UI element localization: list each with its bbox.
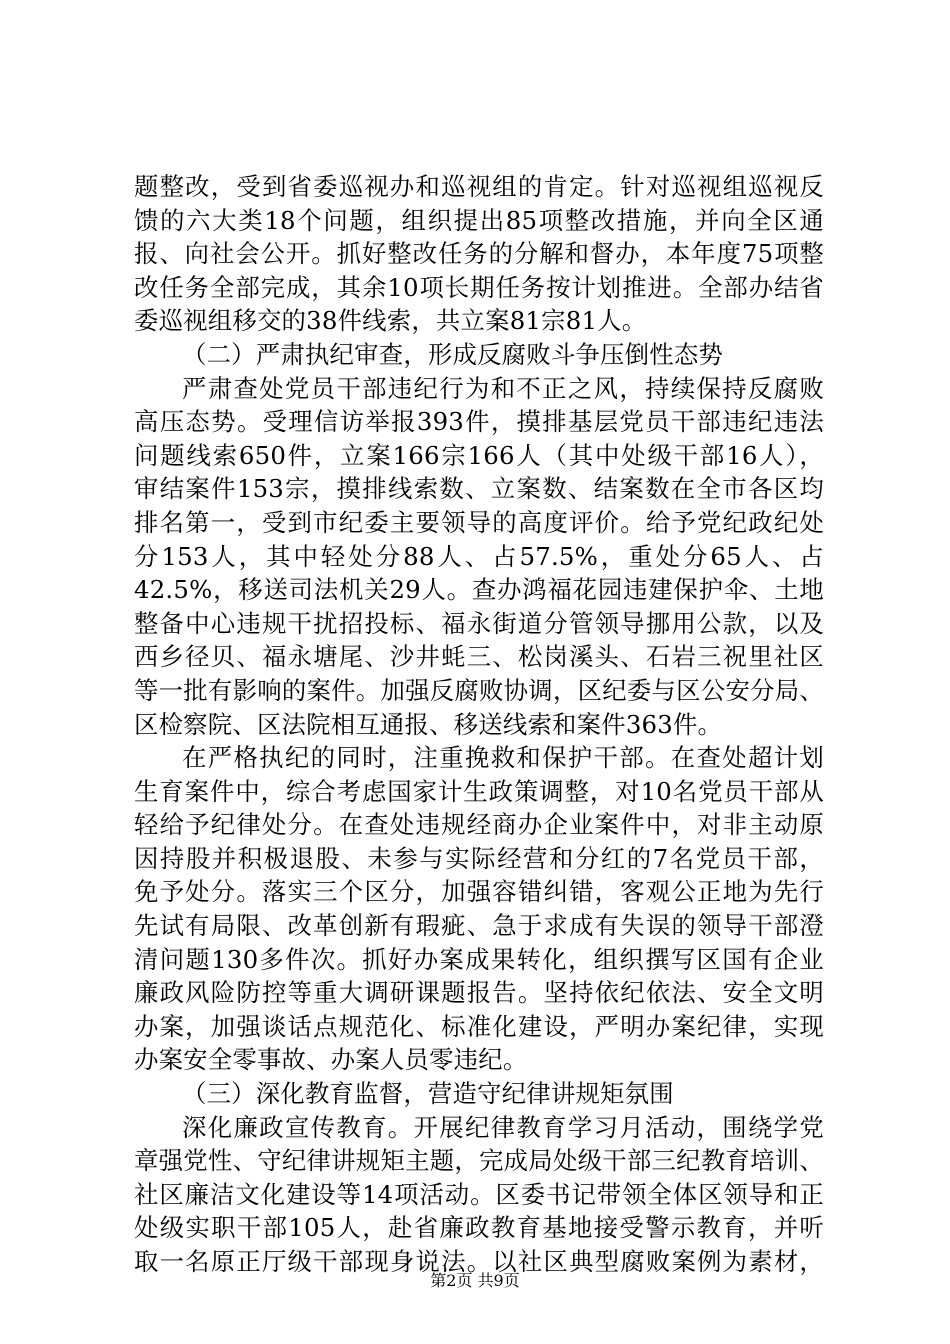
text-line: 因持股并积极退股、未参与实际经营和分红的7名党员干部， bbox=[134, 843, 824, 873]
text-line: 分153人，其中轻处分88人、占57.5%，重处分65人、占 bbox=[134, 541, 824, 571]
document-body bbox=[134, 170, 824, 1279]
text-line: 等一批有影响的案件。加强反腐败协调，区纪委与区公安分局、 bbox=[134, 675, 824, 705]
text-line: 西乡径贝、福永塘尾、沙井蚝三、松岗溪头、石岩三祝里社区 bbox=[134, 642, 824, 672]
text-line: 整备中心违规干扰招投标、福永街道分管领导挪用公款，以及 bbox=[134, 608, 824, 638]
text-line: 审结案件153宗，摸排线索数、立案数、结案数在全市各区均 bbox=[134, 474, 824, 504]
text-line: 生育案件中，综合考虑国家计生政策调整，对10名党员干部从 bbox=[134, 776, 824, 806]
text-line: 先试有局限、改革创新有瑕疵、急于求成有失误的领导干部澄 bbox=[134, 911, 824, 941]
text-line: 办案，加强谈话点规范化、标准化建设，严明办案纪律，实现 bbox=[134, 1011, 824, 1041]
text-line: 廉政风险防控等重大调研课题报告。坚持依纪依法、安全文明 bbox=[134, 978, 824, 1008]
text-line: 处级实职干部105人，赴省廉政教育基地接受警示教育，并听 bbox=[134, 1213, 824, 1243]
text-line: 42.5%，移送司法机关29人。查办鸿福花园违建保护伞、土地 bbox=[134, 575, 824, 605]
text-line: 在严格执纪的同时，注重挽救和保护干部。在查处超计划 bbox=[182, 743, 824, 773]
text-line: 改任务全部完成，其余10项长期任务按计划推进。全部办结省 bbox=[134, 272, 824, 302]
text-line: 免予处分。落实三个区分，加强容错纠错，客观公正地为先行 bbox=[134, 877, 824, 907]
text-line: 深化廉政宣传教育。开展纪律教育学习月活动，围绕学党 bbox=[182, 1112, 824, 1142]
page-footer: 第2页 共9页 bbox=[430, 1271, 520, 1290]
text-line: 轻给予纪律处分。在查处违规经商办企业案件中，对非主动原 bbox=[134, 810, 824, 840]
text-line: 清问题130多件次。抓好办案成果转化，组织撰写区国有企业 bbox=[134, 944, 824, 974]
text-line: （二）严肃执纪审查，形成反腐败斗争压倒性态势 bbox=[182, 339, 723, 369]
text-line: 取一名原正厅级干部现身说法。以社区典型腐败案例为素材， bbox=[134, 1247, 824, 1276]
text-line: 排名第一，受到市纪委主要领导的高度评价。给予党纪政纪处 bbox=[134, 507, 824, 537]
text-line: 社区廉洁文化建设等14项活动。区委书记带领全体区领导和正 bbox=[134, 1179, 824, 1209]
text-line: 报、向社会公开。抓好整改任务的分解和督办，本年度75项整 bbox=[134, 239, 824, 269]
text-line: 章强党性、守纪律讲规矩主题，完成局处级干部三纪教育培训、 bbox=[134, 1146, 824, 1176]
text-line: 高压态势。受理信访举报393件，摸排基层党员干部违纪违法 bbox=[134, 407, 824, 437]
text-line: 区检察院、区法院相互通报、移送线索和案件363件。 bbox=[134, 709, 723, 739]
text-line: 馈的六大类18个问题，组织提出85项整改措施，并向全区通 bbox=[134, 205, 824, 235]
text-line: 严肃查处党员干部违纪行为和不正之风，持续保持反腐败 bbox=[182, 373, 824, 403]
text-line: 题整改，受到省委巡视办和巡视组的肯定。针对巡视组巡视反 bbox=[134, 172, 824, 201]
text-line: 委巡视组移交的38件线索，共立案81宗81人。 bbox=[134, 306, 647, 336]
text-line: 办案安全零事故、办案人员零违纪。 bbox=[134, 1045, 528, 1075]
text-line: （三）深化教育监督，营造守纪律讲规矩氛围 bbox=[182, 1079, 674, 1109]
text-line: 问题线索650件，立案166宗166人（其中处级干部16人）， bbox=[134, 440, 824, 470]
